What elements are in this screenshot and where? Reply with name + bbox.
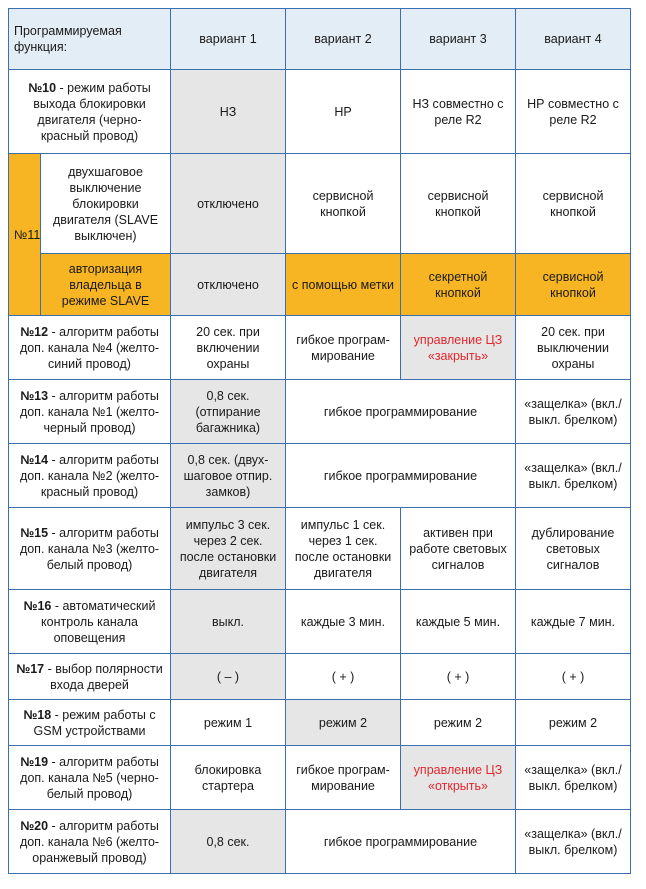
- value-cell: ( + ): [286, 654, 401, 700]
- value-cell: импульс 3 сек. через 2 сек. после остановки двигателя: [171, 508, 286, 590]
- value-cell: дублирование световых сигналов: [516, 508, 631, 590]
- value-cell: 0,8 сек.: [171, 810, 286, 874]
- function-desc: - алгоритм работы доп. канала №6 (желто-оранжевый провод): [19, 818, 160, 865]
- function-cell: [9, 700, 171, 746]
- function-desc: - алгоритм работы доп. канала №5 (черно-белый провод): [20, 754, 159, 801]
- value-cell: «защелка» (вкл./выкл. брелком): [516, 810, 631, 874]
- value-cell: 20 сек. при выключении охраны: [516, 316, 631, 380]
- value-cell: управление ЦЗ «закрыть»: [401, 316, 516, 380]
- table-row: [9, 254, 631, 316]
- function-desc: - выбор полярности входа дверей: [44, 661, 163, 692]
- function-desc: - режим работы выхода блокировки двигателя (черно-красный провод): [33, 80, 151, 143]
- value-cell: 0,8 сек. (двух-шаговое отпир. замков): [171, 444, 286, 508]
- value-cell: активен при работе световых сигналов: [401, 508, 516, 590]
- value-cell: каждые 3 мин.: [286, 590, 401, 654]
- value-cell: 0,8 сек. (отпирание багажника): [171, 380, 286, 444]
- function-number: №13: [20, 388, 49, 403]
- function-number: №17: [16, 661, 45, 676]
- function-number: №20: [20, 818, 49, 833]
- value-cell: отключено: [171, 254, 286, 316]
- value-cell-merged: гибкое программирование: [286, 380, 516, 444]
- header-function: Программируемая функция:: [9, 9, 171, 70]
- function-desc: - автоматический контроль канала оповещения: [41, 598, 156, 645]
- value-cell: «защелка» (вкл./выкл. брелком): [516, 746, 631, 810]
- table-row: [9, 154, 631, 254]
- function-desc: двухшаговое выключение блокировки двигателя (SLAVE выключен): [41, 154, 171, 254]
- header-variant-1: вариант 1: [171, 9, 286, 70]
- value-cell: сервисной кнопкой: [401, 154, 516, 254]
- value-cell-merged: гибкое программирование: [286, 444, 516, 508]
- value-cell: блокировка стартера: [171, 746, 286, 810]
- function-number: №15: [20, 525, 49, 540]
- value-cell: выкл.: [171, 590, 286, 654]
- value-cell: ( + ): [516, 654, 631, 700]
- value-cell: сервисной кнопкой: [516, 154, 631, 254]
- function-number: №11: [9, 154, 41, 316]
- value-cell: ( + ): [401, 654, 516, 700]
- function-desc: - алгоритм работы доп. канала №3 (желто-белый провод): [19, 525, 160, 572]
- value-cell: каждые 5 мин.: [401, 590, 516, 654]
- table-row: [9, 590, 631, 654]
- function-cell: [9, 508, 171, 590]
- value-cell: сервисной кнопкой: [286, 154, 401, 254]
- table-row: [9, 316, 631, 380]
- value-cell-merged: гибкое программирование: [286, 810, 516, 874]
- function-number: №12: [20, 324, 49, 339]
- table-row: [9, 380, 631, 444]
- header-variant-4: вариант 4: [516, 9, 631, 70]
- value-cell: НЗ совместно с реле R2: [401, 70, 516, 154]
- function-cell: [9, 654, 171, 700]
- value-cell: каждые 7 мин.: [516, 590, 631, 654]
- function-cell: [9, 380, 171, 444]
- value-cell: режим 2: [516, 700, 631, 746]
- table-row: [9, 70, 631, 154]
- value-cell: НР совместно с реле R2: [516, 70, 631, 154]
- header-row: [9, 9, 631, 70]
- function-desc: - алгоритм работы доп. канала №1 (желто-черный провод): [19, 388, 160, 435]
- value-cell: «защелка» (вкл./выкл. брелком): [516, 380, 631, 444]
- function-desc: - режим работы с GSM устройствами: [33, 707, 156, 738]
- programming-table: [8, 8, 631, 874]
- table-row: [9, 654, 631, 700]
- function-cell: [9, 316, 171, 380]
- value-cell: гибкое програм-мирование: [286, 746, 401, 810]
- function-cell: [9, 70, 171, 154]
- function-cell: [9, 590, 171, 654]
- value-cell: режим 2: [286, 700, 401, 746]
- table-row: [9, 700, 631, 746]
- value-cell: секретной кнопкой: [401, 254, 516, 316]
- value-cell: гибкое програм-мирование: [286, 316, 401, 380]
- value-cell: импульс 1 сек. через 1 сек. после остановки двигателя: [286, 508, 401, 590]
- function-number: №16: [23, 598, 52, 613]
- function-cell: [9, 444, 171, 508]
- value-cell: ( – ): [171, 654, 286, 700]
- value-cell: отключено: [171, 154, 286, 254]
- value-cell: «защелка» (вкл./выкл. брелком): [516, 444, 631, 508]
- table-row: [9, 508, 631, 590]
- table-row: [9, 444, 631, 508]
- value-cell: управление ЦЗ «открыть»: [401, 746, 516, 810]
- value-cell: 20 сек. при включении охраны: [171, 316, 286, 380]
- header-variant-2: вариант 2: [286, 9, 401, 70]
- function-desc: авторизация владельца в режиме SLAVE: [41, 254, 171, 316]
- header-variant-3: вариант 3: [401, 9, 516, 70]
- value-cell: НР: [286, 70, 401, 154]
- function-number: №18: [23, 707, 52, 722]
- function-number: №10: [28, 80, 57, 95]
- value-cell: режим 2: [401, 700, 516, 746]
- function-desc: - алгоритм работы доп. канала №4 (желто-синий провод): [19, 324, 160, 371]
- value-cell: с помощью метки: [286, 254, 401, 316]
- value-cell: НЗ: [171, 70, 286, 154]
- function-cell: [9, 746, 171, 810]
- function-number: №14: [20, 452, 49, 467]
- table-row: [9, 746, 631, 810]
- function-desc: - алгоритм работы доп. канала №2 (желто-красный провод): [19, 452, 160, 499]
- value-cell: режим 1: [171, 700, 286, 746]
- table-row: [9, 810, 631, 874]
- function-cell: [9, 810, 171, 874]
- function-number: №19: [20, 754, 49, 769]
- value-cell: сервисной кнопкой: [516, 254, 631, 316]
